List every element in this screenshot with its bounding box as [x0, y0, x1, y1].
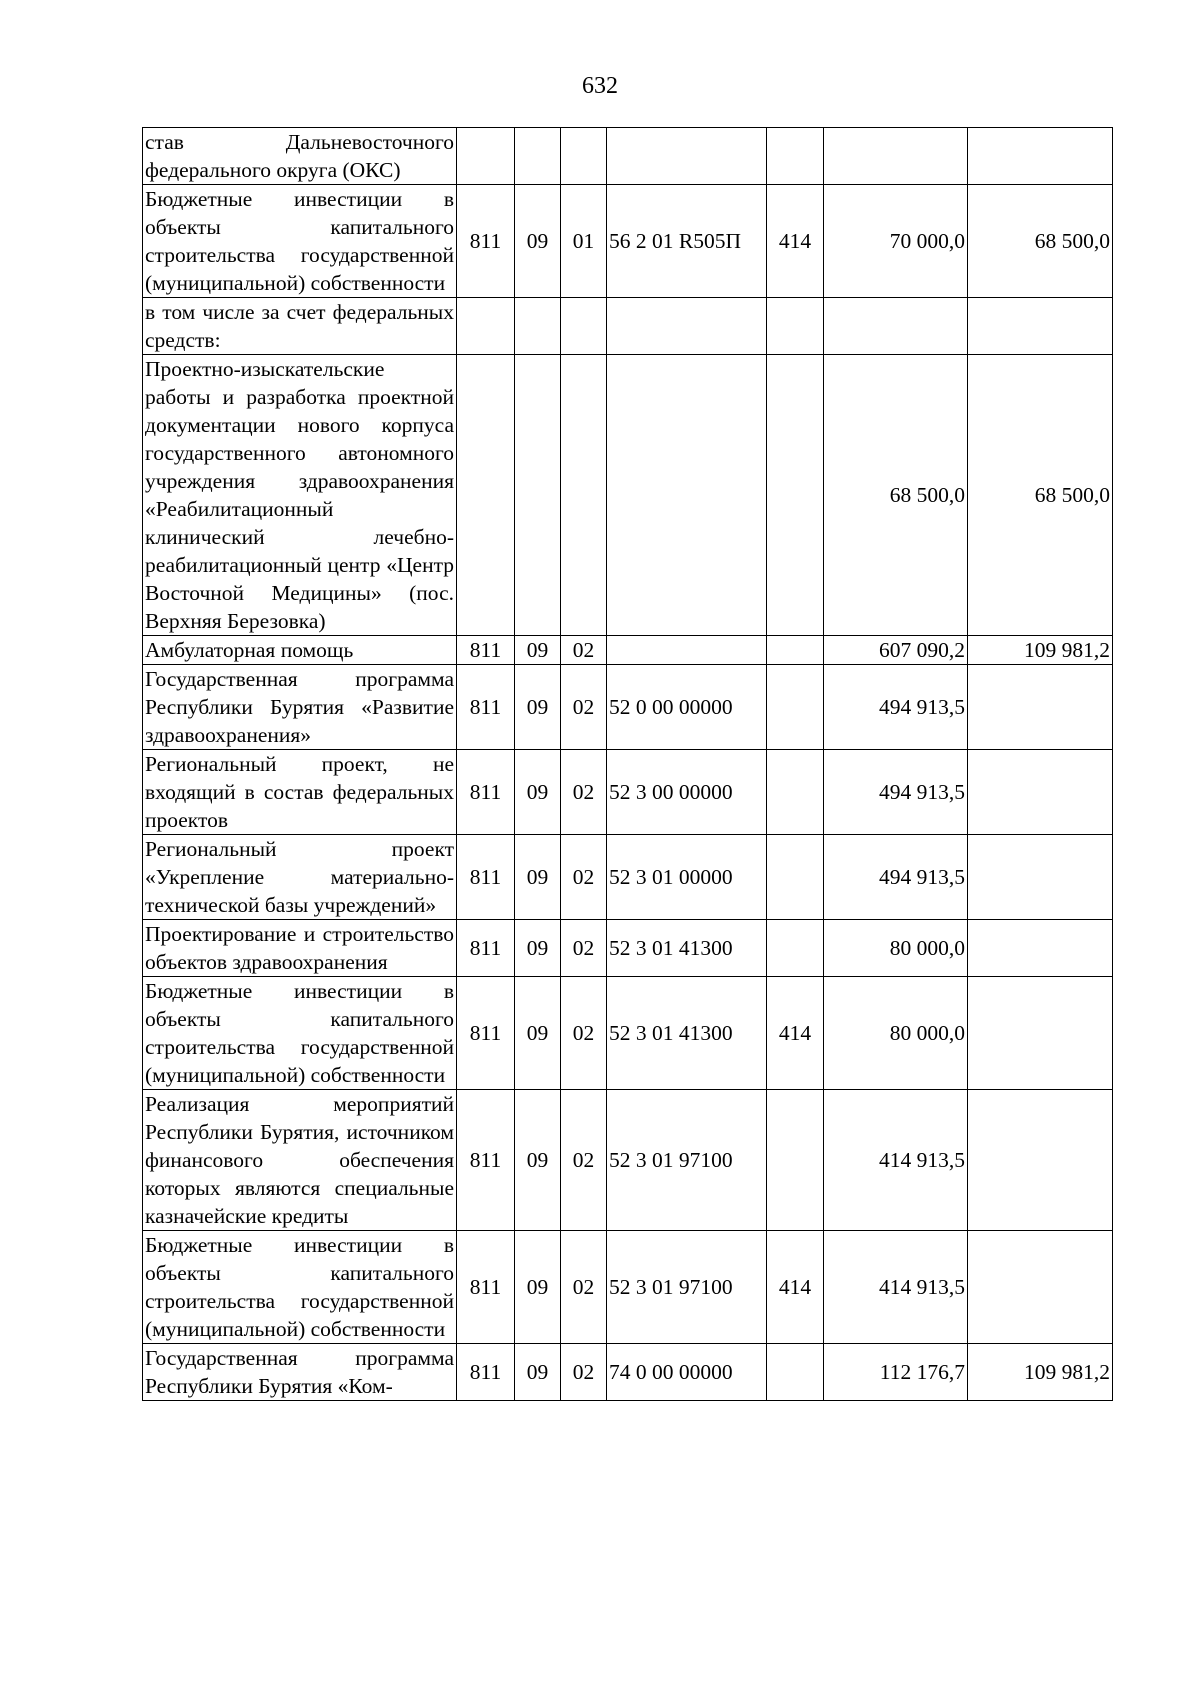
row-csr [607, 636, 767, 665]
row-ved: 811 [457, 920, 515, 977]
row-ved [457, 355, 515, 636]
row-rz: 09 [515, 636, 561, 665]
row-pr: 02 [561, 1344, 607, 1401]
row-csr: 52 0 00 00000 [607, 665, 767, 750]
row-sum-2 [968, 750, 1113, 835]
table-row [143, 835, 1113, 920]
row-pr: 02 [561, 920, 607, 977]
row-csr [607, 298, 767, 355]
row-rz: 09 [515, 1231, 561, 1344]
page-number: 632 [582, 73, 618, 99]
row-sum-1: 80 000,0 [824, 920, 968, 977]
row-pr: 02 [561, 750, 607, 835]
table-row [143, 355, 1113, 636]
row-ved: 811 [457, 665, 515, 750]
row-pr: 02 [561, 977, 607, 1090]
row-csr: 52 3 01 41300 [607, 920, 767, 977]
row-sum-2 [968, 1231, 1113, 1344]
row-rz: 09 [515, 977, 561, 1090]
row-ved: 811 [457, 835, 515, 920]
row-rz [515, 298, 561, 355]
row-ved: 811 [457, 977, 515, 1090]
row-sum-1: 70 000,0 [824, 185, 968, 298]
row-name: Проектирование и строительство объектов здравоохранения [143, 920, 457, 977]
row-vr [767, 355, 824, 636]
row-csr: 52 3 01 00000 [607, 835, 767, 920]
table-row [143, 185, 1113, 298]
row-sum-1: 494 913,5 [824, 835, 968, 920]
table-row [143, 636, 1113, 665]
row-sum-1: 68 500,0 [824, 355, 968, 636]
row-pr: 02 [561, 1231, 607, 1344]
row-sum-1: 414 913,5 [824, 1090, 968, 1231]
row-ved: 811 [457, 1231, 515, 1344]
row-sum-2: 109 981,2 [968, 1344, 1113, 1401]
table-row [143, 977, 1113, 1090]
row-vr [767, 636, 824, 665]
row-sum-2 [968, 835, 1113, 920]
row-vr [767, 128, 824, 185]
table-body [143, 128, 1113, 1401]
row-name: став Дальневосточного федерального округа (ОКС) [143, 128, 457, 185]
row-sum-2: 68 500,0 [968, 185, 1113, 298]
row-name: Региональный проект, не входящий в состав федеральных проектов [143, 750, 457, 835]
row-csr: 52 3 01 41300 [607, 977, 767, 1090]
row-name: Региональный проект «Укрепление материально-технической базы учреждений» [143, 835, 457, 920]
row-name: Бюджетные инвестиции в объекты капитального строительства государственной (муниципальной) собственности [143, 1231, 457, 1344]
row-name: Реализация мероприятий Республики Бурятия, источником финансового обеспечения которых являются специальные казначейские кредиты [143, 1090, 457, 1231]
row-rz: 09 [515, 750, 561, 835]
row-sum-2: 109 981,2 [968, 636, 1113, 665]
row-sum-1: 494 913,5 [824, 665, 968, 750]
table-row [143, 665, 1113, 750]
row-vr [767, 750, 824, 835]
row-csr [607, 355, 767, 636]
row-sum-2: 68 500,0 [968, 355, 1113, 636]
row-sum-1: 494 913,5 [824, 750, 968, 835]
row-ved [457, 128, 515, 185]
row-pr [561, 128, 607, 185]
row-rz: 09 [515, 1344, 561, 1401]
row-csr: 52 3 00 00000 [607, 750, 767, 835]
row-sum-1: 112 176,7 [824, 1344, 968, 1401]
row-rz: 09 [515, 185, 561, 298]
row-vr: 414 [767, 1231, 824, 1344]
row-sum-1: 414 913,5 [824, 1231, 968, 1344]
row-ved: 811 [457, 1090, 515, 1231]
table-row [143, 920, 1113, 977]
row-pr: 02 [561, 665, 607, 750]
row-name: Государственная программа Республики Бурятия «Ком- [143, 1344, 457, 1401]
row-rz: 09 [515, 920, 561, 977]
row-sum-2 [968, 298, 1113, 355]
table-row [143, 298, 1113, 355]
row-sum-2 [968, 977, 1113, 1090]
row-vr [767, 1344, 824, 1401]
table-row [143, 750, 1113, 835]
row-csr: 74 0 00 00000 [607, 1344, 767, 1401]
row-sum-2 [968, 665, 1113, 750]
row-vr [767, 920, 824, 977]
row-pr: 01 [561, 185, 607, 298]
row-ved [457, 298, 515, 355]
row-rz [515, 355, 561, 636]
row-rz: 09 [515, 665, 561, 750]
row-name: Амбулаторная помощь [143, 636, 457, 665]
row-vr [767, 1090, 824, 1231]
row-vr [767, 298, 824, 355]
row-name: Проектно-изыскательские работы и разработка проектной документации нового корпуса государственного автономного учреждения здравоохранения «Реабилитационный клинический лечебно-реабилитационный центр «Центр Восточной Медицины» (пос. Верхняя Березовка) [143, 355, 457, 636]
row-rz [515, 128, 561, 185]
row-sum-1 [824, 298, 968, 355]
row-vr: 414 [767, 977, 824, 1090]
row-vr [767, 835, 824, 920]
row-sum-2 [968, 128, 1113, 185]
row-vr: 414 [767, 185, 824, 298]
row-sum-2 [968, 1090, 1113, 1231]
row-ved: 811 [457, 1344, 515, 1401]
row-rz: 09 [515, 1090, 561, 1231]
budget-table [142, 127, 1113, 1401]
table-row [143, 128, 1113, 185]
row-pr: 02 [561, 835, 607, 920]
row-sum-1 [824, 128, 968, 185]
row-ved: 811 [457, 750, 515, 835]
row-pr [561, 298, 607, 355]
row-vr [767, 665, 824, 750]
row-name: Бюджетные инвестиции в объекты капитального строительства государственной (муниципальной) собственности [143, 185, 457, 298]
table-row [143, 1231, 1113, 1344]
row-rz: 09 [515, 835, 561, 920]
row-csr: 52 3 01 97100 [607, 1090, 767, 1231]
row-pr: 02 [561, 1090, 607, 1231]
table-row [143, 1090, 1113, 1231]
row-ved: 811 [457, 185, 515, 298]
row-csr [607, 128, 767, 185]
row-sum-1: 607 090,2 [824, 636, 968, 665]
row-sum-2 [968, 920, 1113, 977]
row-csr: 56 2 01 R505П [607, 185, 767, 298]
row-name: Государственная программа Республики Бурятия «Развитие здравоохранения» [143, 665, 457, 750]
row-name: Бюджетные инвестиции в объекты капитального строительства государственной (муниципальной) собственности [143, 977, 457, 1090]
table-row [143, 1344, 1113, 1401]
row-pr: 02 [561, 636, 607, 665]
row-sum-1: 80 000,0 [824, 977, 968, 1090]
row-ved: 811 [457, 636, 515, 665]
row-pr [561, 355, 607, 636]
row-csr: 52 3 01 97100 [607, 1231, 767, 1344]
row-name: в том числе за счет федеральных средств: [143, 298, 457, 355]
